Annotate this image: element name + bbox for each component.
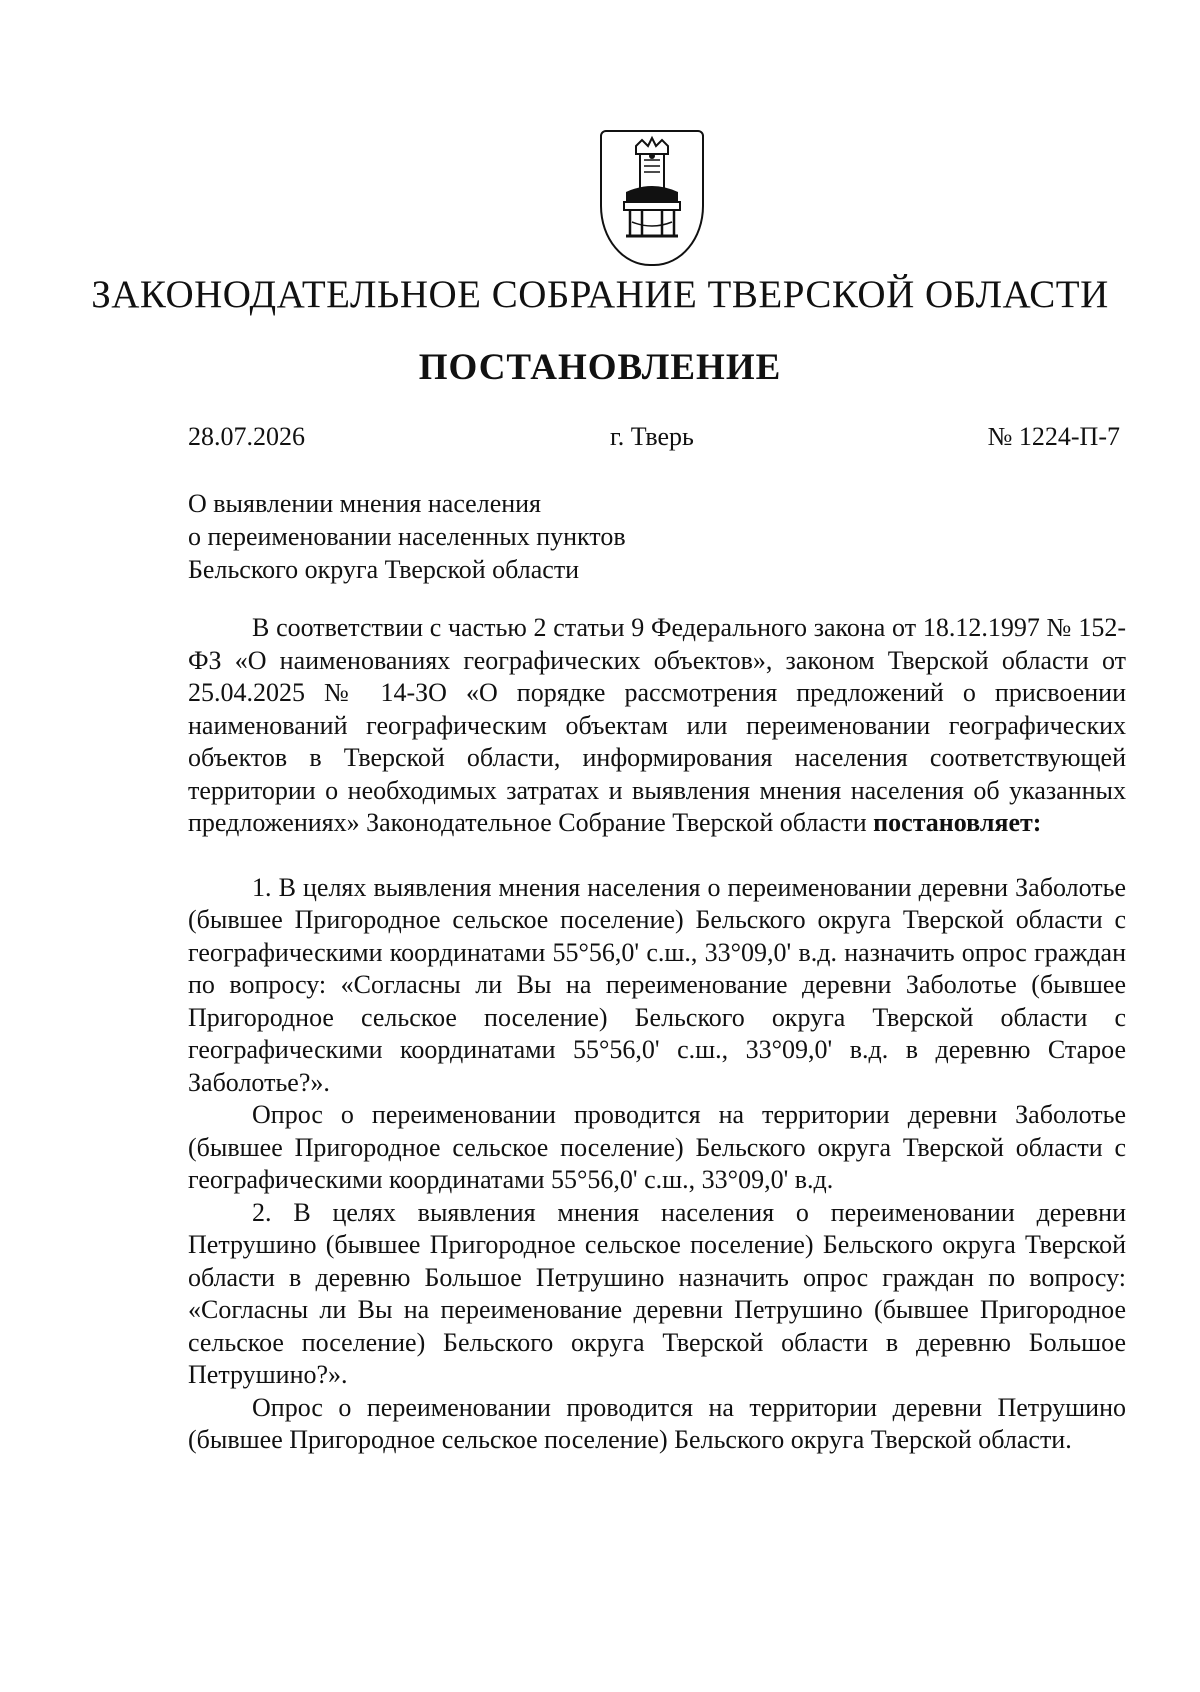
tver-region-coat-of-arms-icon xyxy=(600,130,704,266)
item-paragraph: Опрос о переименовании проводится на территории деревни Заболотье (бывшее Пригородное сельское поселение) Бельского округа Тверской области с географическими координатами 55°56,0' с.ш., 33°09,0' в.д. xyxy=(188,1100,1126,1194)
item-paragraph: 1. В целях выявления мнения населения о переименовании деревни Заболотье (бывшее Пригородное сельское поселение) Бельского округа Тверской области с географическими координатами 55°56,0' с.ш., 33°09,0' в.д. назначить опрос граждан по вопросу: «Согласны ли Вы на переименование деревни Заболотье (бывшее Пригородное сельское поселение) Бельского округа Тверской области с географическими координатами 55°56,0' с.ш., 33°09,0' в.д. в деревню Старое Заболотье?». xyxy=(188,872,1126,1097)
document-date: 28.07.2026 xyxy=(188,422,305,451)
document-type-heading: ПОСТАНОВЛЕНИЕ xyxy=(418,347,782,388)
subject-line: Бельского округа Тверской области xyxy=(188,555,580,584)
organization-title: ЗАКОНОДАТЕЛЬНОЕ СОБРАНИЕ ТВЕРСКОЙ ОБЛАСТИ xyxy=(91,273,1109,316)
item-paragraph: Опрос о переименовании проводится на территории деревни Петрушино (бывшее Пригородное сельское поселение) Бельского округа Тверской области. xyxy=(188,1392,1126,1454)
preamble-text: В соответствии с частью 2 статьи 9 Федерального закона от 18.12.1997 № 152-ФЗ «О наименованиях географических объектов», законом Тверской области от 25.04.2025 № 14-ЗО «О порядке рассмотрения предложений о присвоении наименований географическим объектам или переименовании географических объектов в Тверской области, информирования населения соответствующей территории о необходимых затратах и выявления мнения населения об указанных предложениях» Законодательное Собрание Тверской области xyxy=(188,613,1126,837)
document-body xyxy=(188,612,1126,1457)
preamble-paragraph xyxy=(188,612,1126,840)
item-paragraph: 2. В целях выявления мнения населения о переименовании деревни Петрушино (бывшее Пригородное сельское поселение) Бельского округа Тверской области в деревню Большое Петрушино назначить опрос граждан по вопросу: «Согласны ли Вы на переименование деревни Петрушино (бывшее Пригородное сельское поселение) Бельского округа Тверской области в деревню Большое Петрушино?». xyxy=(188,1197,1126,1389)
resolves-word: постановляет: xyxy=(873,808,1042,837)
document-city: г. Тверь xyxy=(610,422,694,451)
subject-line: о переименовании населенных пунктов xyxy=(188,522,626,551)
document-subject xyxy=(188,487,988,586)
document-number: № 1224-П-7 xyxy=(987,422,1120,451)
subject-line: О выявлении мнения населения xyxy=(188,489,542,518)
